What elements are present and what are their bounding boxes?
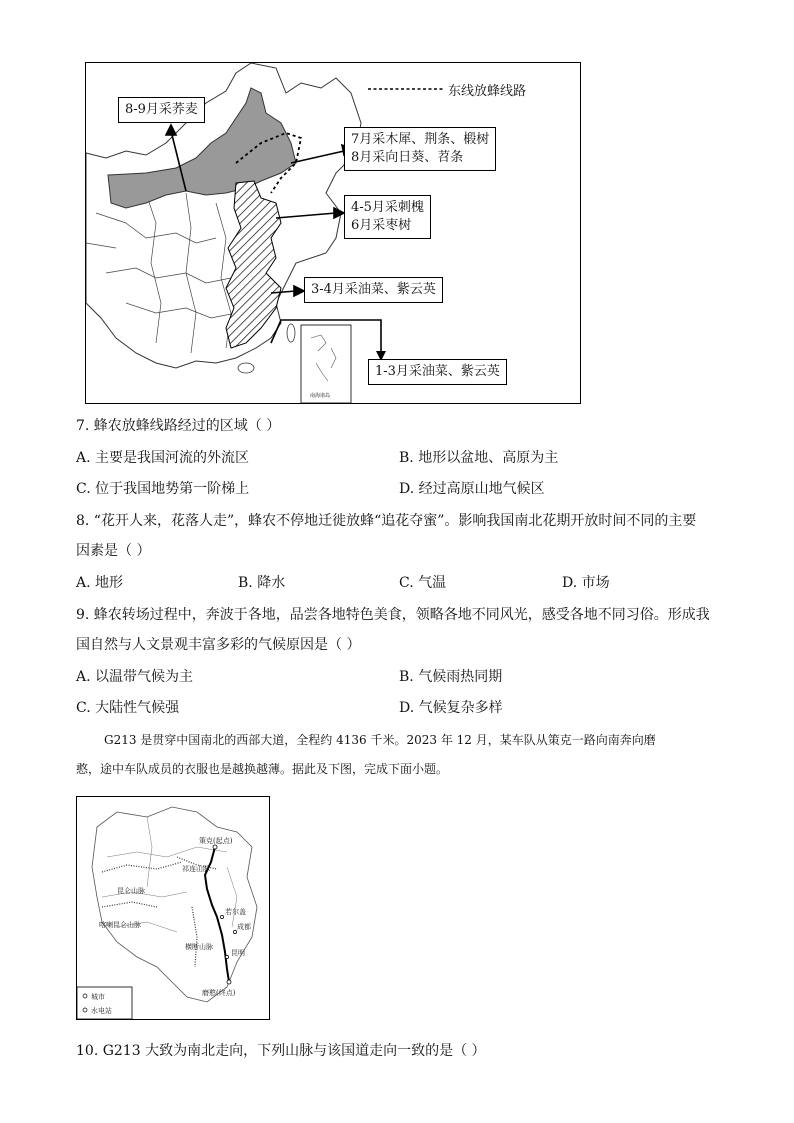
q7-option-b[interactable]: B. 地形以盆地、高原为主 — [399, 450, 559, 466]
map2-city1: 若尔盖 — [225, 908, 246, 916]
label-july-line1: 7月采木犀、荆条、椴树 — [351, 132, 490, 147]
map2-kunlun: 昆仑山脉 — [117, 887, 145, 895]
q8-option-a[interactable]: A. 地形 — [76, 575, 124, 591]
label-april-line2: 6月采枣树 — [351, 218, 412, 233]
map2-end: 磨憨(终点) — [202, 989, 236, 997]
q9-stem-line2: 国自然与人文景观丰富多彩的气候原因是（ ） — [76, 637, 361, 653]
map2-qilian: 祁连山脉 — [182, 865, 210, 873]
q8-stem-line2: 因素是（ ） — [76, 543, 151, 559]
map2-legend-station: 水电站 — [91, 1007, 112, 1015]
q9-option-c[interactable]: C. 大陆性气候强 — [76, 700, 180, 716]
label-april — [344, 195, 431, 239]
q8-option-b[interactable]: B. 降水 — [238, 575, 286, 591]
bee-route-map — [85, 62, 581, 404]
map2-start: 策克(起点) — [199, 837, 233, 845]
label-july — [344, 127, 496, 171]
g213-map-drawing — [77, 797, 269, 1019]
map2-city3: 昆明 — [231, 949, 245, 957]
map2-city2: 成都 — [237, 923, 251, 931]
q8-stem-line1: 8. “花开人来，花落人走”，蜂农不停地迁徙放蜂“追花夺蜜”。影响我国南北花期开放时间不同的主要 — [76, 513, 697, 529]
q7-option-c[interactable]: C. 位于我国地势第一阶梯上 — [76, 481, 250, 497]
map2-hengduan: 横断山脉 — [185, 943, 213, 951]
map2-karakoram: 喀喇昆仑山脉 — [99, 921, 141, 929]
label-april-line1: 4-5月采刺槐 — [351, 200, 424, 215]
q8-option-d[interactable]: D. 市场 — [562, 575, 610, 591]
q8-option-c[interactable]: C. 气温 — [399, 575, 447, 591]
q7-option-a[interactable]: A. 主要是我国河流的外流区 — [76, 450, 250, 466]
label-january: 1-3月采油菜、紫云英 — [368, 359, 507, 385]
q9-option-b[interactable]: B. 气候雨热同期 — [399, 669, 503, 685]
route-legend: 东线放蜂线路 — [448, 84, 527, 99]
q9-option-a[interactable]: A. 以温带气候为主 — [76, 669, 194, 685]
q7-option-d[interactable]: D. 经过高原山地气候区 — [399, 481, 545, 497]
q10-stem: 10. G213 大致为南北走向，下列山脉与该国道走向一致的是（ ） — [76, 1043, 486, 1059]
inset-caption: 南海诸岛 — [310, 393, 331, 399]
label-buckwheat: 8-9月采荞麦 — [118, 97, 205, 123]
passage-line1: G213 是贯穿中国南北的西部大道，全程约 4136 千米。2023 年 12 月，某车队从策克一路向南奔向磨 — [104, 733, 656, 747]
q9-stem-line1: 9. 蜂农转场过程中，奔波于各地，品尝各地特色美食，领略各地不同风光，感受各地不同习俗。形成我 — [76, 607, 710, 623]
q7-stem: 7. 蜂农放蜂线路经过的区域（ ） — [76, 418, 281, 434]
passage-line2: 憨，途中车队成员的衣服也是越换越薄。据此及下图，完成下面小题。 — [76, 762, 449, 776]
map2-legend-city: 城市 — [91, 993, 105, 1001]
label-july-line2: 8月采向日葵、苕条 — [351, 150, 464, 165]
g213-route-map — [76, 796, 270, 1020]
q9-option-d[interactable]: D. 气候复杂多样 — [399, 700, 503, 716]
label-march: 3-4月采油菜、紫云英 — [304, 277, 443, 303]
